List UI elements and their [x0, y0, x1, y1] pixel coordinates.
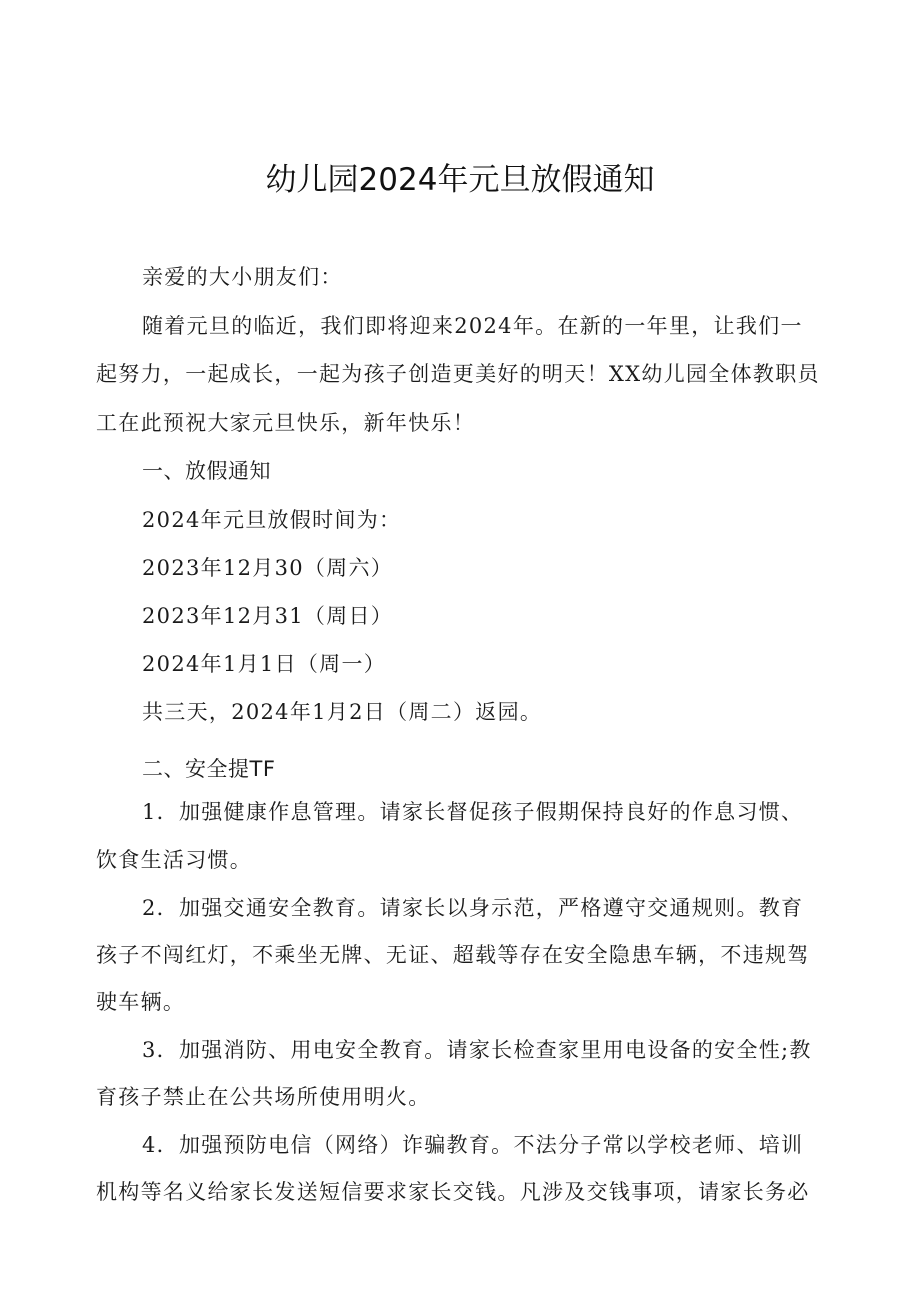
section-heading-safety: 二、安全提TF [142, 757, 276, 781]
safety-item-2-line-3: 驶车辆。 [96, 990, 186, 1014]
safety-item-4-line-1: 4．加强预防电信（网络）诈骗教育。不法分子常以学校老师、培训 [142, 1133, 804, 1157]
safety-item-1-line-1: 1．加强健康作息管理。请家长督促孩子假期保持良好的作息习惯、 [142, 800, 804, 824]
safety-item-3-line-2: 育孩子禁止在公共场所使用明火。 [96, 1085, 431, 1109]
safety-item-2-line-1: 2．加强交通安全教育。请家长以身示范，严格遵守交通规则。教育 [142, 896, 804, 920]
safety-item-2-line-2: 孩子不闯红灯，不乘坐无牌、无证、超载等存在安全隐患车辆，不违规驾 [96, 943, 810, 967]
holiday-summary: 共三天，2024年1月2日（周二）返园。 [142, 700, 543, 724]
schedule-intro: 2024年元旦放假时间为： [142, 508, 402, 532]
holiday-date: 2024年1月1日（周一） [142, 652, 387, 676]
document-title: 幼儿园2024年元旦放假通知 [265, 162, 655, 198]
safety-item-4-line-2: 机构等名义给家长发送短信要求家长交钱。凡涉及交钱事项，请家长务必 [96, 1180, 810, 1204]
intro-line-1: 随着元旦的临近，我们即将迎来2024年。在新的一年里，让我们一 [142, 314, 803, 338]
intro-line-3: 工在此预祝大家元旦快乐，新年快乐！ [96, 411, 476, 435]
holiday-date: 2023年12月30（周六） [142, 556, 394, 580]
safety-item-3-line-1: 3．加强消防、用电安全教育。请家长检查家里用电设备的安全性;教 [142, 1038, 812, 1062]
safety-item-1-line-2: 饮食生活习惯。 [96, 848, 253, 872]
holiday-date: 2023年12月31（周日） [142, 604, 394, 628]
section-heading-holiday: 一、放假通知 [142, 459, 271, 483]
greeting: 亲爱的大小朋友们： [142, 265, 343, 289]
intro-line-2: 起努力，一起成长，一起为孩子创造更美好的明天！XX幼儿园全体教职员 [96, 362, 820, 386]
